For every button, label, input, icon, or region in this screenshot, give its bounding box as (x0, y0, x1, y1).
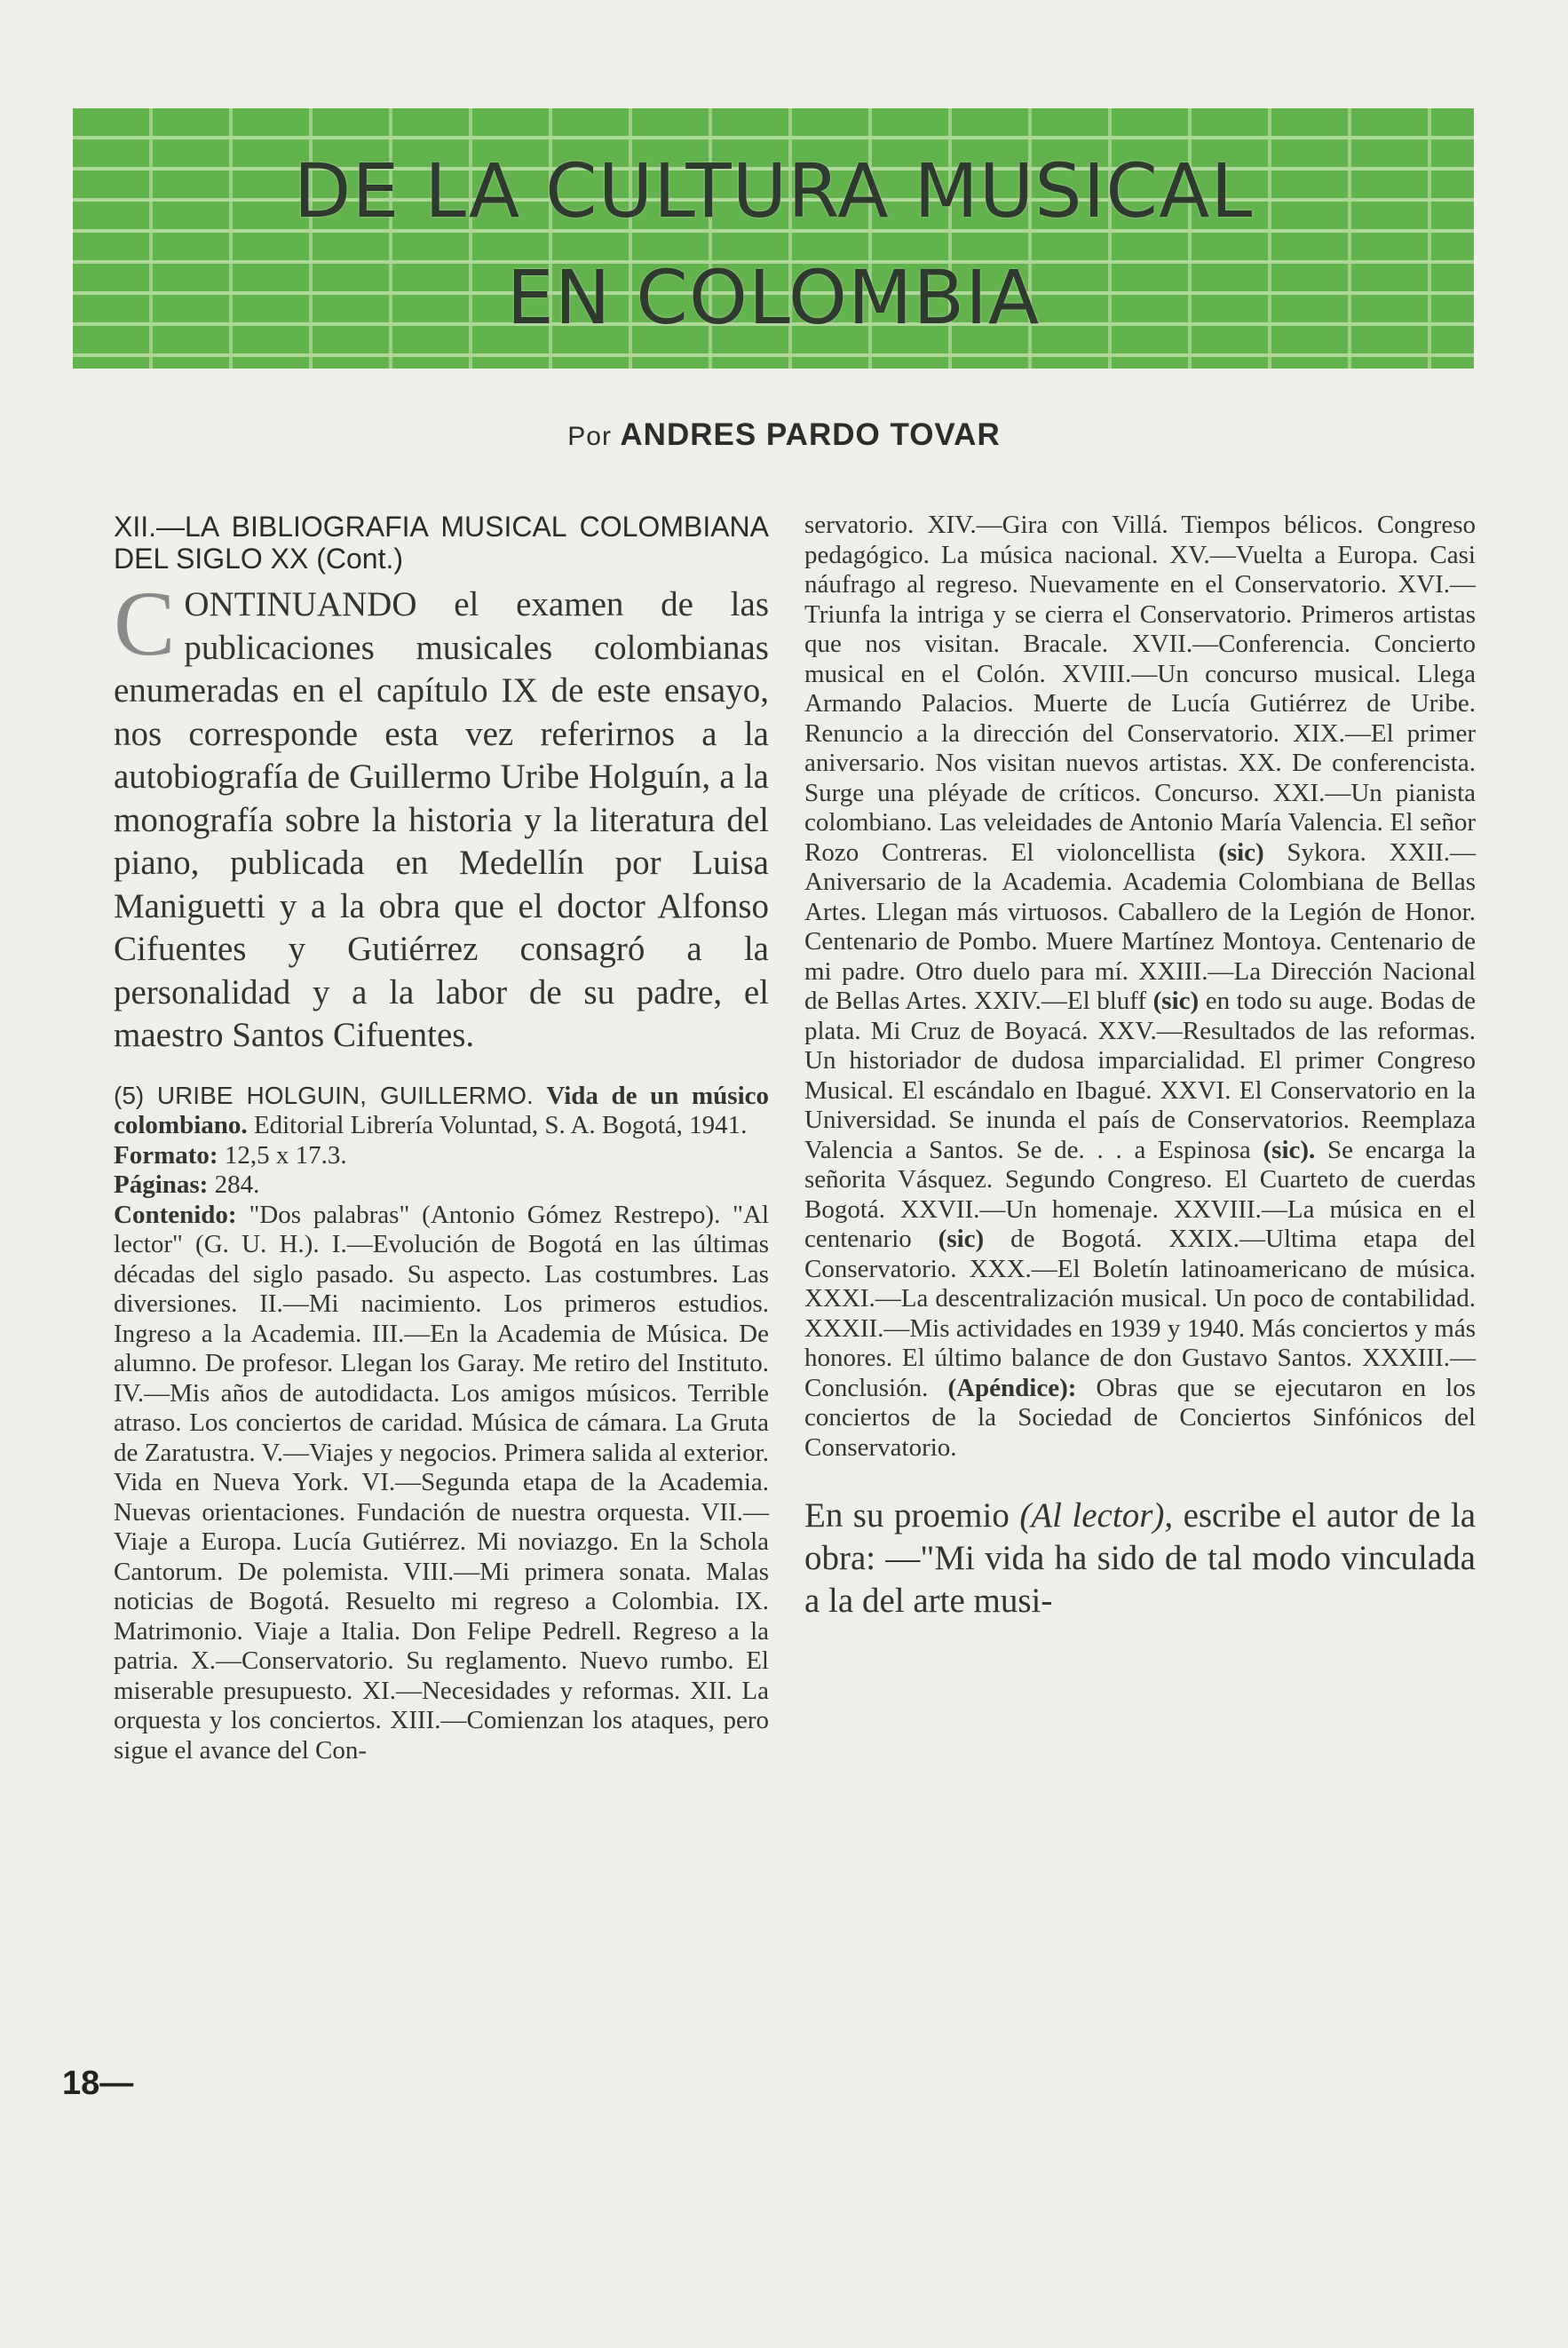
contents-label: Contenido: (114, 1200, 237, 1229)
article-title-line-1: DE LA CULTURA MUSICAL (293, 147, 1254, 234)
tail-after: escribe el autor de la obra: —"Mi vida ha sido de tal modo vinculada a la del arte musi- (804, 1496, 1477, 1620)
ref-publisher: Editorial Librería Voluntad, S. A. Bogotá, 1941. (253, 1111, 748, 1139)
title-banner (73, 108, 1474, 369)
reference-entry (114, 1081, 769, 1766)
appendix-label: (Apéndice): (947, 1373, 1077, 1402)
appendix-text: Obras que se ejecutaron en los conciertos de la Sociedad de Conciertos Sinfónicos del Conservatorio. (804, 1373, 1477, 1462)
contents-cont-d: Se encarga la señorita Vásquez. Segundo Congreso. El Cuarteto de cuerdas Bogotá. XXVII.—Un homenaje. XXVIII.—La música en el centenario (804, 1135, 1477, 1253)
sic-note-2: (sic) (1152, 987, 1200, 1015)
drop-cap: C (114, 573, 176, 675)
ref-title: Vida de un músico colombiano. (114, 1081, 769, 1139)
right-column (804, 511, 1476, 1622)
section-title: XII.—LA BIBLIOGRAFIA MUSICAL COLOMBIANA DEL SIGLO XX (Cont.) (114, 511, 769, 575)
intro-text: ONTINUANDO el examen de las publicaciones musicales colombianas enumeradas en el capítulo IX de este ensayo, nos corresponde esta vez referirnos a la autobiografía de Guillermo Uribe Holguín, a la monografía sobre la historia y la literatura del piano, publicada en Medellín por Luisa Maniguetti y a la obra que el doctor Alfonso Cifuentes y Gutiérrez consagró a la personalidad y a la labor de su padre, el maestro Santos Cifuentes. (114, 585, 769, 1054)
tail-italic: (Al lector), (1019, 1496, 1174, 1535)
ref-number: (5) (114, 1081, 145, 1109)
page-number: 18— (62, 2065, 134, 2102)
sic-note-4: (sic) (938, 1225, 985, 1253)
byline-author: ANDRES PARDO TOVAR (620, 417, 1001, 452)
left-column (114, 511, 769, 1765)
contents-cont-a: servatorio. XIV.—Gira con Villá. Tiempos bélicos. Congreso pedagógico. La música nacional. XV.—Vuelta a Europa. Casi náufrago al regreso. Nuevamente en el Conservatorio. XVI.—Triunfa la intriga y se cierra el Conservatorio. Primeros artistas que nos visitan. Bracale. XVII.—Conferencia. Concierto musical en el Colón. XVIII.—Un concurso musical. Llega Armando Palacios. Muerte de Lucía Gutiérrez de Uribe. Renuncio a la dirección del Conservatorio. XIX.—El primer aniversario. Nos visitan nuevos artistas. XX. De conferencista. Surge una pléyade de críticos. Concurso. XXI.—Un pianista colombiano. Las veleidades de Antonio María Valencia. El señor Rozo Contreras. El violoncellista (804, 511, 1476, 867)
contents-cont-c: en todo su auge. Bodas de plata. Mi Cruz de Boyacá. XXV.—Resultados de las reformas. Un historiador de dudosa imparcialidad. El primer Congreso Musical. El escándalo en Ibagué. XXVI. El Conservatorio en la Universidad. Se inunda el país de Conservatorios. Reemplaza Valencia a Santos. Se de. . . a Espinosa (804, 987, 1476, 1164)
contents-cont-b: Sykora. XXII.—Aniversario de la Academia. Academia Colombiana de Bellas Artes. Llegan más virtuosos. Caballero de la Legión de Honor. Centenario de Pombo. Muere Martínez Montoya. Centenario de mi padre. Otro duelo para mí. XXIII.—La Dirección Nacional de Bellas Artes. XXIV.—El bluff (804, 837, 1477, 1015)
tail-before: En su proemio (804, 1496, 1010, 1535)
contents-cont-e: de Bogotá. XXIX.—Ultima etapa del Conservatorio. XXX.—El Boletín latinoamericano de música. XXXI.—La descentralización musical. Un poco de contabilidad. XXXII.—Mis actividades en 1939 y 1940. Más conciertos y más honores. El último balance de don Gustavo Santos. XXXIII.—Conclusión. (804, 1225, 1476, 1402)
sic-note-3: (sic). (1263, 1135, 1316, 1164)
sic-note-1: (sic) (1218, 837, 1264, 867)
byline-prefix: Por (567, 422, 612, 451)
ref-author: URIBE HOLGUIN, GUILLERMO. (156, 1081, 534, 1109)
contents-text: "Dos palabras" (Antonio Gómez Restrepo). "Al lector" (G. U. H.). I.—Evolución de Bogotá en las últimas décadas del siglo pasado. Su aspecto. Las costumbres. Las diversiones. II.—Mi nacimiento. Los primeros estudios. Ingreso a la Academia. III.—En la Academia de Música. De alumno. De profesor. Llegan los Garay. Me retiro del Instituto. IV.—Mis años de autodidacta. Los amigos músicos. Terrible atraso. Los conciertos de caridad. Música de cámara. La Gruta de Zaratustra. V.—Viajes y negocios. Primera salida al exterior. Vida en Nueva York. VI.—Segunda etapa de la Academia. Nuevas orientaciones. Fundación de nuestra orquesta. VII.—Viaje a Europa. Lucía Gutiérrez. Mi noviazgo. En la Schola Cantorum. De polemista. VIII.—Mi primera sonata. Malas noticias de Bogotá. Resuelto mi regreso a Colombia. IX. Matrimonio. Viaje a Italia. Don Felipe Pedrell. Regreso a la patria. X.—Conservatorio. Su reglamento. Nuevo rumbo. El miserable presupuesto. XI.—Necesidades y reformas. XII. La orquesta y los conciertos. XIII.—Comienzan los ataques, pero sigue el avance del Con- (114, 1200, 770, 1765)
format-label: Formato: (114, 1140, 218, 1170)
byline (0, 417, 1568, 453)
closing-paragraph (804, 1495, 1476, 1622)
intro-paragraph (114, 573, 769, 1058)
pages-label: Páginas: (114, 1170, 209, 1199)
pages-value: 284. (214, 1170, 260, 1199)
format-value: 12,5 x 17.3. (224, 1140, 347, 1170)
article-title-line-2: EN COLOMBIA (506, 254, 1041, 341)
contents-continuation (804, 511, 1476, 1463)
